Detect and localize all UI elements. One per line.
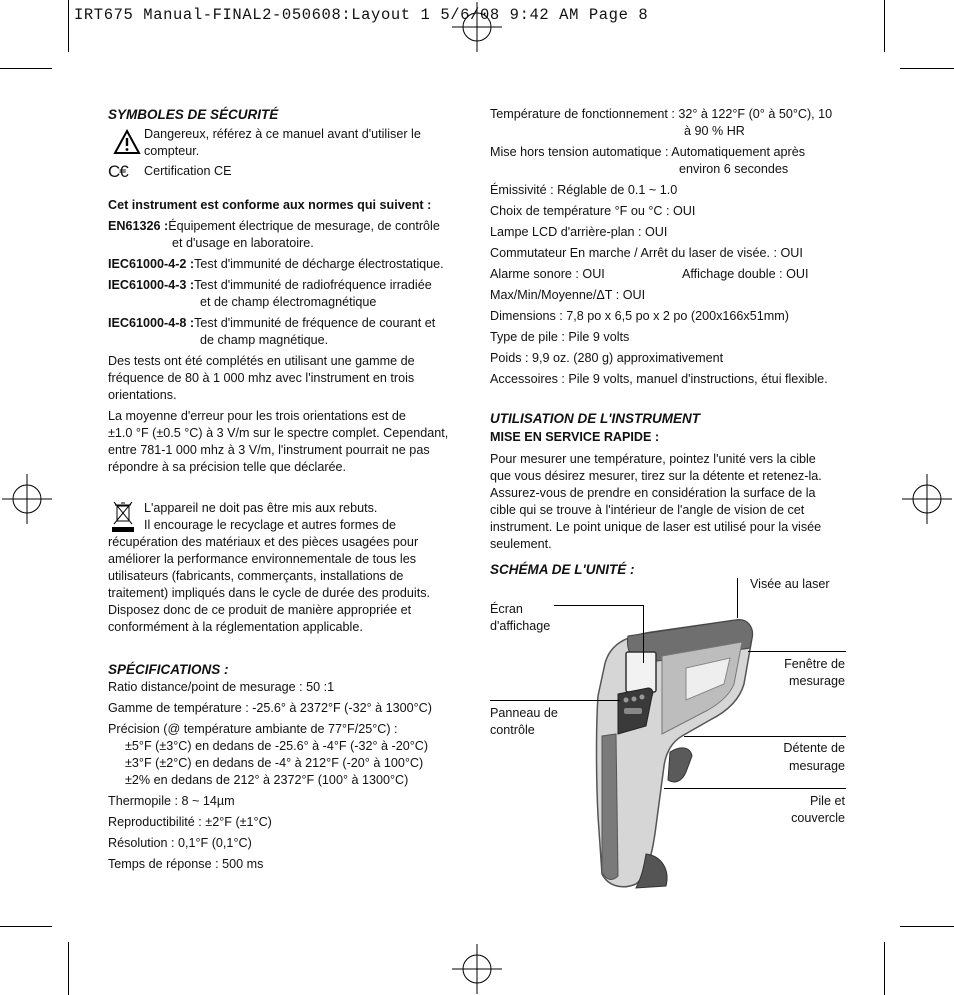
slug-line: IRT675 Manual-FINAL2-050608:Layout 1 5/6/08 9:42 AM Page 8 <box>74 6 649 24</box>
leader-screen-drop <box>643 605 644 663</box>
spec-range: Gamme de température : -25.6° à 2372°F (-32° à 1300°C) <box>108 701 432 715</box>
label-screen: Écran <box>490 602 523 616</box>
leader-panel <box>490 700 620 701</box>
conform-heading: Cet instrument est conforme aux normes qui suivent : <box>108 198 432 212</box>
leader-laser <box>737 578 738 618</box>
dual-display: Affichage double : OUI <box>682 267 809 281</box>
error-paragraph: La moyenne d'erreur pour les trois orientations est de ±1.0 °F (±0.5 °C) à 3 V/m sur le spectre complet. Cependant, entre 781-1 000 mhz à 3 V/m, l'instrument pourrait ne pas répondre à sa précision telle que déclarée. <box>108 409 449 474</box>
label-window: mesurage <box>788 674 845 688</box>
label-battery: Pile et <box>809 794 845 808</box>
spec-precision: Précision (@ température ambiante de 77°F/25°C) : <box>108 722 398 736</box>
leader-battery <box>664 788 846 789</box>
unit-diagram <box>486 576 856 896</box>
warning-text-1: Dangereux, référez à ce manuel avant d'utiliser le <box>144 127 421 141</box>
diagram-heading: SCHÉMA DE L'UNITÉ : <box>490 562 635 577</box>
tests-paragraph: Des tests ont été complétés en utilisant une gamme de fréquence de 80 à 1 000 mhz avec l'instrument en trois orientations. <box>108 354 415 402</box>
usage-heading: UTILISATION DE L'INSTRUMENT <box>490 411 700 426</box>
crop-mark-bottom-left-h <box>0 926 52 927</box>
dimensions: Dimensions : 7,8 po x 6,5 po x 2 po (200x166x51mm) <box>490 309 789 323</box>
label-screen: d'affichage <box>490 619 551 633</box>
quickstart-paragraph: Pour mesurer une température, pointez l'unité vers la cible que vous désirez mesurer, tirez sur la détente et retenez-la. Assurez-vous de prendre en considération la surface de la cible qui se trouve à l'intérieur de l'angle de vision de cet instrument. Le point unique de laser est utilisé pour la visée seulement. <box>490 452 822 551</box>
spec-resolution: Résolution : 0,1°F (0,1°C) <box>108 836 252 850</box>
warning-text-2: compteur. <box>144 144 200 158</box>
standard-row: EN61326 : Équipement électrique de mesurage, de contrôle et d'usage en laboratoire. <box>108 219 440 250</box>
quickstart-heading: MISE EN SERVICE RAPIDE : <box>490 430 660 444</box>
laser-switch: Commutateur En marche / Arrêt du laser de visée. : OUI <box>490 246 803 260</box>
standard-row: IEC61000-4-2 : Test d'immunité de décharge électrostatique. <box>108 257 444 271</box>
crop-mark-top-left-h <box>0 68 52 69</box>
spec-repro: Reproductibilité : ±2°F (±1°C) <box>108 815 272 829</box>
label-panel: Panneau de <box>490 706 558 720</box>
ce-text: Certification CE <box>144 164 232 178</box>
temp-choice: Choix de température °F ou °C : OUI <box>490 204 696 218</box>
crop-mark-top-right-v <box>884 0 885 52</box>
accessories: Accessoires : Pile 9 volts, manuel d'instructions, étui flexible. <box>490 372 828 386</box>
registration-mark-bottom <box>452 944 502 994</box>
registration-mark-left <box>2 474 52 524</box>
label-window: Fenêtre de <box>784 657 845 671</box>
spec-precision-item: ±3°F (±2°C) en dedans de -4° à 212°F (-20° à 100°C) <box>125 756 424 770</box>
warning-symbol-row <box>108 126 468 160</box>
left-column <box>108 106 468 873</box>
warning-triangle-icon <box>113 129 141 155</box>
registration-mark-right <box>902 474 952 524</box>
ce-symbol-row <box>108 163 468 180</box>
label-trigger: mesurage <box>788 759 845 773</box>
alarm: Alarme sonore : OUI <box>490 267 605 281</box>
leader-trigger <box>684 736 846 737</box>
spec-precision-item: ±5°F (±3°C) en dedans de -25.6° à -4°F (-32° à -20°C) <box>125 739 429 753</box>
spec-heading: SPÉCIFICATIONS : <box>108 662 229 677</box>
leader-screen <box>554 605 644 606</box>
alarm-row <box>490 266 860 283</box>
op-temp: Température de fonctionnement : 32° à 122°F (0° à 50°C), 10 <box>490 107 833 121</box>
crop-mark-top-right-h <box>900 68 954 69</box>
ce-mark-icon: C€ <box>108 162 128 181</box>
standard-row: IEC61000-4-3 : Test d'immunité de radiofréquence irradiée et de champ électromagnétique <box>108 278 432 309</box>
crop-mark-bottom-right-v <box>884 942 885 995</box>
standard-row: IEC61000-4-8 : Test d'immunité de fréquence de courant et de champ magnétique. <box>108 316 436 347</box>
label-trigger: Détente de <box>783 741 845 755</box>
registration-mark-top <box>452 2 502 52</box>
spec-response: Temps de réponse : 500 ms <box>108 857 264 871</box>
spec-ratio: Ratio distance/point de mesurage : 50 :1 <box>108 680 335 694</box>
leader-window <box>748 651 846 652</box>
label-panel: contrôle <box>490 723 535 737</box>
backlight: Lampe LCD d'arrière-plan : OUI <box>490 225 668 239</box>
crop-mark-top-left-v <box>68 0 69 52</box>
weight: Poids : 9,9 oz. (280 g) approximativement <box>490 351 724 365</box>
crop-mark-bottom-left-v <box>68 942 69 995</box>
spec-precision-item: ±2% en dedans de 212° à 2372°F (100° à 1300°C) <box>125 773 409 787</box>
crossed-bin-icon <box>110 500 136 534</box>
label-laser: Visée au laser <box>750 577 830 591</box>
right-column: Température de fonctionnement : 32° à 122°F (0° à 50°C), 10 à 90 % HR Mise hors tension automatique : Automatiquement après environ 6 secondes Émissivité : Réglable de 0.1 ~ 1.0 Choix de température °F ou °C : OUI Lampe LCD d'arrière-plan : OUI Commutateur En marche / Arrêt du laser de visée. : OUI Alarme sonore : OUI Affichage double : OUI Max/Min/Moyenne/ΔT : OUI Dimensions : 7,8 po x 6,5 po x 2 po (200x166x51mm) Type de pile : Pile 9 volts Poids : 9,9 oz. (280 g) approximativement Accessoires : Pile 9 volts, manuel d'instructions, étui flexible. UTILISATION DE L'INSTRUMENT MISE EN SERVICE RAPIDE : Pour mesurer une température, pointez l'unité vers la cible que vous désirez mesurer, tirez sur la détente et retenez-la. Assurez-vous de prendre en considération la surface de la cible qui se trouve à l'intérieur de l'angle de vision de cet instrument. Le point unique de laser est utilisé pour la visée seulement. SCHÉMA DE L'UNITÉ : <box>490 106 860 578</box>
maxmin: Max/Min/Moyenne/ΔT : OUI <box>490 288 646 302</box>
disposal-block: L'appareil ne doit pas être mis aux rebuts. Il encourage le recyclage et autres formes de récupération des matériaux et des pièces usagées pour améliorer la performance environnementale de tous les utilisateurs (fabricants, commerçants, installations de traitement) impliqués dans le cycle de durée des produits. Disposez donc de ce produit de manière appropriée et conformément à la réglementation applicable. <box>108 501 431 634</box>
label-battery: couvercle <box>791 811 845 825</box>
crop-mark-bottom-right-h <box>900 926 954 927</box>
safety-heading: SYMBOLES DE SÉCURITÉ <box>108 107 279 122</box>
spec-thermopile: Thermopile : 8 ~ 14µm <box>108 794 235 808</box>
auto-off: Mise hors tension automatique : Automatiquement après <box>490 145 806 159</box>
emissivity: Émissivité : Réglable de 0.1 ~ 1.0 <box>490 183 678 197</box>
battery-type: Type de pile : Pile 9 volts <box>490 330 630 344</box>
